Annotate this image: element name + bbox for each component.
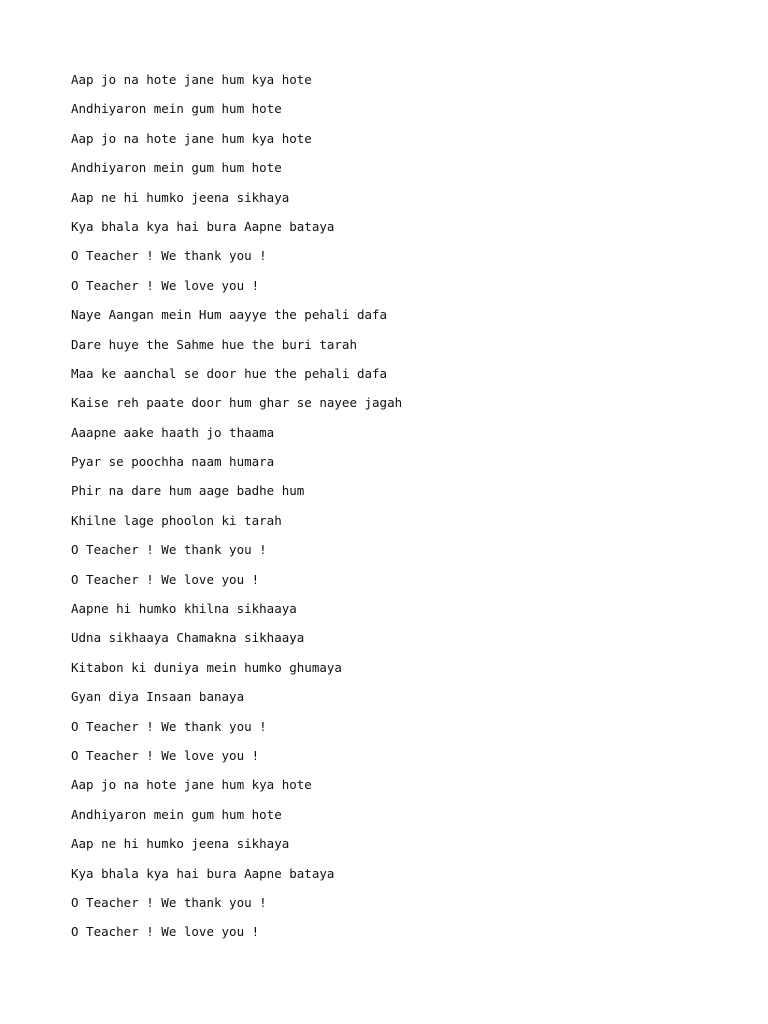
lyric-line: Gyan diya Insaan banaya (71, 689, 245, 705)
lyric-line: Andhiyaron mein gum hum hote (71, 160, 282, 176)
lyric-line: Aap ne hi humko jeena sikhaya (71, 836, 290, 852)
lyric-line: Aap jo na hote jane hum kya hote (71, 777, 312, 793)
lyric-line: Aap jo na hote jane hum kya hote (71, 130, 312, 146)
lyric-line: Naye Aangan mein Hum aayye the pehali dafa (71, 307, 388, 323)
lyric-line: Kya bhala kya hai bura Aapne bataya (71, 218, 335, 234)
lyric-line: O Teacher ! We thank you ! (71, 894, 267, 910)
lyric-line: O Teacher ! We thank you ! (71, 542, 267, 558)
lyric-line: O Teacher ! We love you ! (71, 277, 260, 293)
lyric-line: Andhiyaron mein gum hum hote (71, 101, 282, 117)
lyric-line: O Teacher ! We thank you ! (71, 248, 267, 264)
lyric-line: Kya bhala kya hai bura Aapne bataya (71, 865, 335, 881)
lyric-line: Aap ne hi humko jeena sikhaya (71, 189, 290, 205)
lyric-line: O Teacher ! We thank you ! (71, 718, 267, 734)
lyric-line: O Teacher ! We love you ! (71, 924, 260, 940)
lyric-line: Khilne lage phoolon ki tarah (71, 512, 282, 528)
lyric-line: Aapne hi humko khilna sikhaaya (71, 601, 297, 617)
lyric-line: Maa ke aanchal se door hue the pehali dafa (71, 365, 388, 381)
lyric-line: Kitabon ki duniya mein humko ghumaya (71, 659, 342, 675)
lyric-line: Andhiyaron mein gum hum hote (71, 806, 282, 822)
lyric-line: Aaapne aake haath jo thaama (71, 424, 275, 440)
lyric-line: Phir na dare hum aage badhe hum (71, 483, 305, 499)
lyric-line: Dare huye the Sahme hue the buri tarah (71, 336, 357, 352)
lyrics-text (71, 70, 402, 952)
lyric-line: Udna sikhaaya Chamakna sikhaaya (71, 630, 305, 646)
lyric-line: O Teacher ! We love you ! (71, 747, 260, 763)
lyric-line: O Teacher ! We love you ! (71, 571, 260, 587)
lyric-line: Aap jo na hote jane hum kya hote (71, 72, 312, 87)
lyric-line: Kaise reh paate door hum ghar se nayee jagah (71, 395, 403, 411)
lyric-line: Pyar se poochha naam humara (71, 454, 275, 470)
